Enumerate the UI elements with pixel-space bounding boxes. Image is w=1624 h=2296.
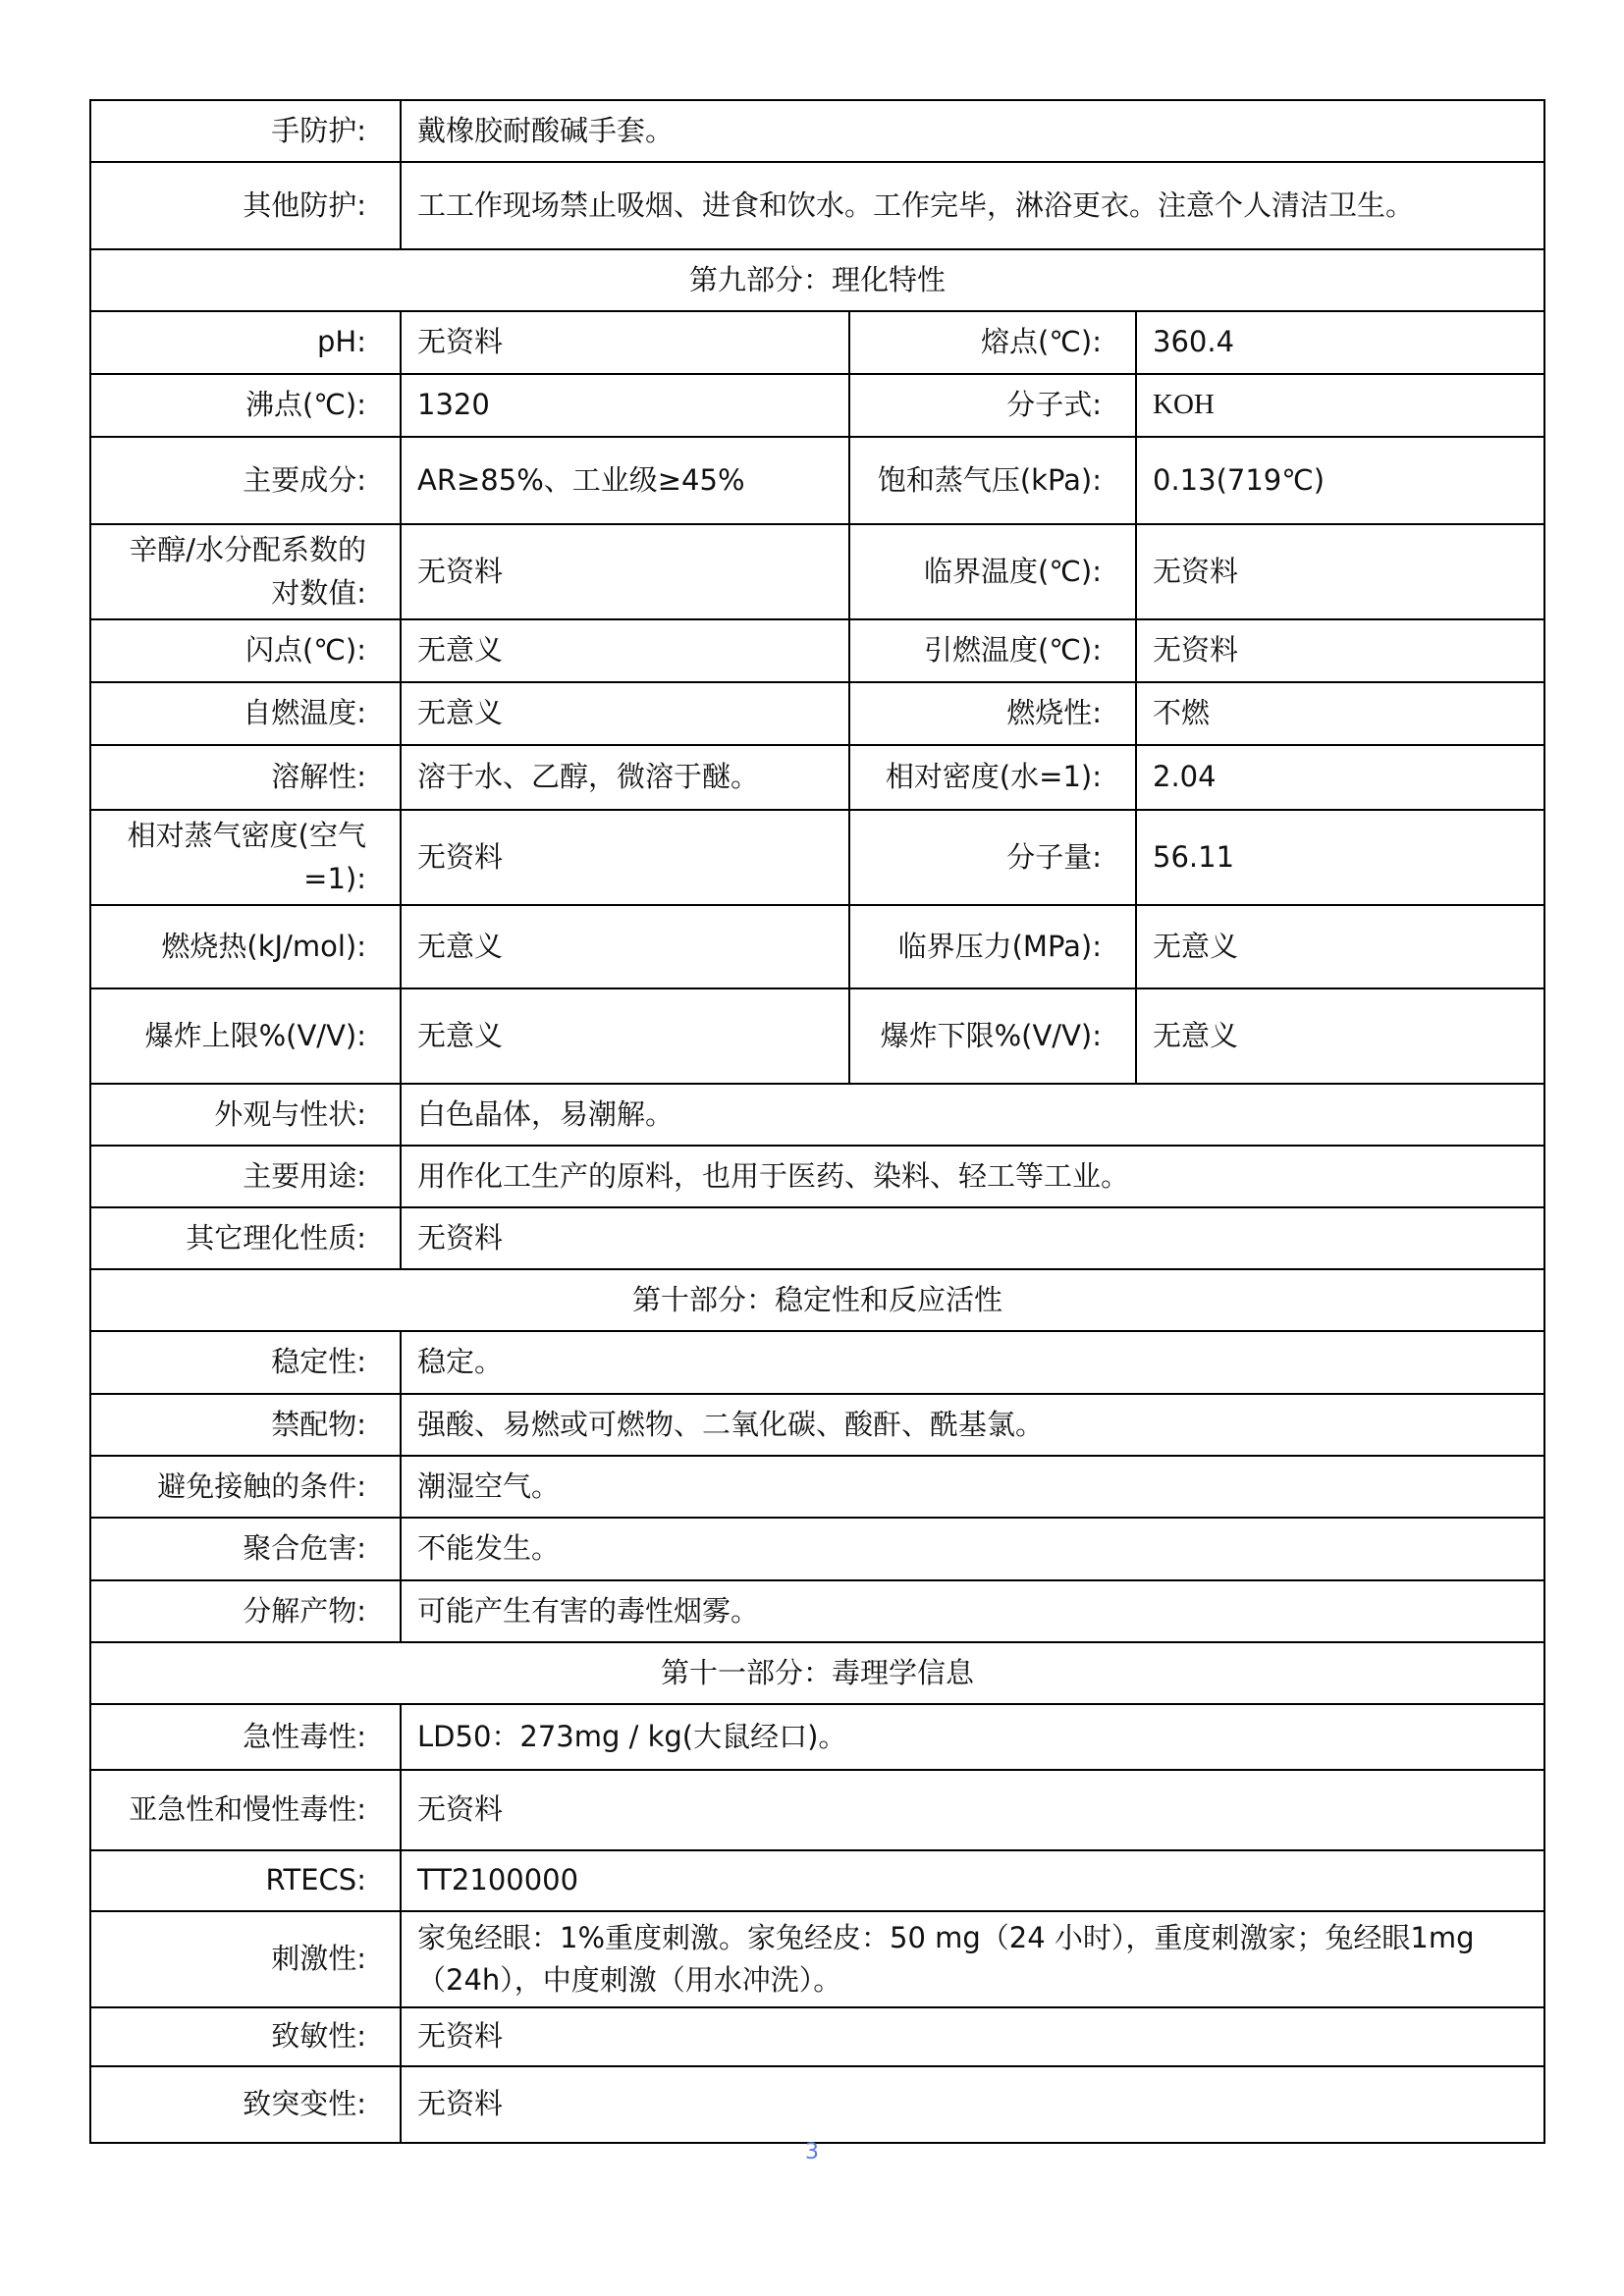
property-label: 聚合危害: [90,1518,401,1580]
property-row [90,1394,1544,1456]
property-value: 无资料 [401,1207,1544,1269]
property-row-double [90,619,1544,682]
property-value: 潮湿空气。 [401,1456,1544,1518]
property-row [90,1911,1544,2007]
property-value: KOH [1136,374,1544,437]
property-value: 无资料 [401,810,849,905]
property-row-double [90,745,1544,810]
property-value: 无资料 [1136,524,1544,619]
property-value: 无资料 [401,524,849,619]
section-title: 第十部分：稳定性和反应活性 [90,1269,1544,1331]
property-label: 分解产物: [90,1580,401,1642]
property-row-double [90,988,1544,1084]
property-label: 主要用途: [90,1146,401,1207]
property-value: 稳定。 [401,1331,1544,1394]
property-label: 避免接触的条件: [90,1456,401,1518]
property-label: 刺激性: [90,1911,401,2007]
property-label: 致突变性: [90,2066,401,2143]
property-value: 无意义 [401,619,849,682]
property-label: 爆炸下限%(V/V): [849,988,1136,1084]
property-label: 临界压力(MPa): [849,905,1136,988]
property-label: 辛醇/水分配系数的对数值: [90,524,401,619]
property-label: 燃烧性: [849,682,1136,745]
property-value: LD50：273mg / kg(大鼠经口)。 [401,1704,1544,1770]
property-label: 其它理化性质: [90,1207,401,1269]
property-row [90,100,1544,162]
property-row [90,1207,1544,1269]
property-value: 用作化工生产的原料，也用于医药、染料、轻工等工业。 [401,1146,1544,1207]
property-row [90,1084,1544,1146]
section-title: 第九部分：理化特性 [90,249,1544,311]
property-value: 1320 [401,374,849,437]
property-row [90,1331,1544,1394]
property-value: 白色晶体，易潮解。 [401,1084,1544,1146]
property-value: 可能产生有害的毒性烟雾。 [401,1580,1544,1642]
property-label: 引燃温度(℃): [849,619,1136,682]
property-label: 致敏性: [90,2007,401,2066]
property-label: 相对密度(水=1): [849,745,1136,810]
property-value: 工工作现场禁止吸烟、进食和饮水。工作完毕，淋浴更衣。注意个人清洁卫生。 [401,162,1544,249]
property-label: 外观与性状: [90,1084,401,1146]
property-row [90,1518,1544,1580]
property-value: 56.11 [1136,810,1544,905]
property-row [90,2007,1544,2066]
property-row [90,1146,1544,1207]
property-label: 爆炸上限%(V/V): [90,988,401,1084]
property-row-double [90,437,1544,524]
property-value: 360.4 [1136,311,1544,374]
property-row-double [90,905,1544,988]
property-value: TT2100000 [401,1850,1544,1911]
property-label: 熔点(℃): [849,311,1136,374]
property-value: 2.04 [1136,745,1544,810]
property-label: 相对蒸气密度(空气=1): [90,810,401,905]
property-label: 主要成分: [90,437,401,524]
property-label: 急性毒性: [90,1704,401,1770]
property-label: 分子式: [849,374,1136,437]
property-label: 稳定性: [90,1331,401,1394]
property-label: 手防护: [90,100,401,162]
property-row [90,1456,1544,1518]
property-value: 无意义 [401,905,849,988]
section-header-row [90,1642,1544,1704]
property-value: 无资料 [401,1770,1544,1850]
property-value: 无意义 [1136,905,1544,988]
property-label: 自燃温度: [90,682,401,745]
property-label: 临界温度(℃): [849,524,1136,619]
property-value: 无资料 [401,2066,1544,2143]
property-value: 无资料 [401,2007,1544,2066]
section-header-row [90,249,1544,311]
property-value: 戴橡胶耐酸碱手套。 [401,100,1544,162]
sds-table [89,99,1545,2144]
property-label: pH: [90,311,401,374]
property-label: 饱和蒸气压(kPa): [849,437,1136,524]
property-row [90,1850,1544,1911]
property-row-double [90,810,1544,905]
property-value: 无资料 [1136,619,1544,682]
property-value: 0.13(719℃) [1136,437,1544,524]
property-row-double [90,682,1544,745]
property-value: 无意义 [401,988,849,1084]
property-label: 溶解性: [90,745,401,810]
property-value: 无意义 [1136,988,1544,1084]
property-label: 分子量: [849,810,1136,905]
property-value: 不能发生。 [401,1518,1544,1580]
property-label: 沸点(℃): [90,374,401,437]
property-row-double [90,311,1544,374]
section-header-row [90,1269,1544,1331]
property-value: 家兔经眼：1%重度刺激。家兔经皮：50 mg（24 小时），重度刺激家；兔经眼1mg（24h），中度刺激（用水冲洗）。 [401,1911,1544,2007]
property-label: 其他防护: [90,162,401,249]
property-label: 闪点(℃): [90,619,401,682]
property-row [90,2066,1544,2143]
property-value: 不燃 [1136,682,1544,745]
property-row [90,1580,1544,1642]
property-row [90,162,1544,249]
property-row-double [90,374,1544,437]
property-row [90,1770,1544,1850]
property-label: RTECS: [90,1850,401,1911]
property-value: 无意义 [401,682,849,745]
property-value: 无资料 [401,311,849,374]
property-label: 亚急性和慢性毒性: [90,1770,401,1850]
property-row-double [90,524,1544,619]
property-row [90,1704,1544,1770]
property-value: 强酸、易燃或可燃物、二氧化碳、酸酐、酰基氯。 [401,1394,1544,1456]
page-number: 3 [805,2140,819,2164]
property-label: 燃烧热(kJ/mol): [90,905,401,988]
property-label: 禁配物: [90,1394,401,1456]
property-value: AR≥85%、工业级≥45% [401,437,849,524]
property-value: 溶于水、乙醇，微溶于醚。 [401,745,849,810]
section-title: 第十一部分：毒理学信息 [90,1642,1544,1704]
